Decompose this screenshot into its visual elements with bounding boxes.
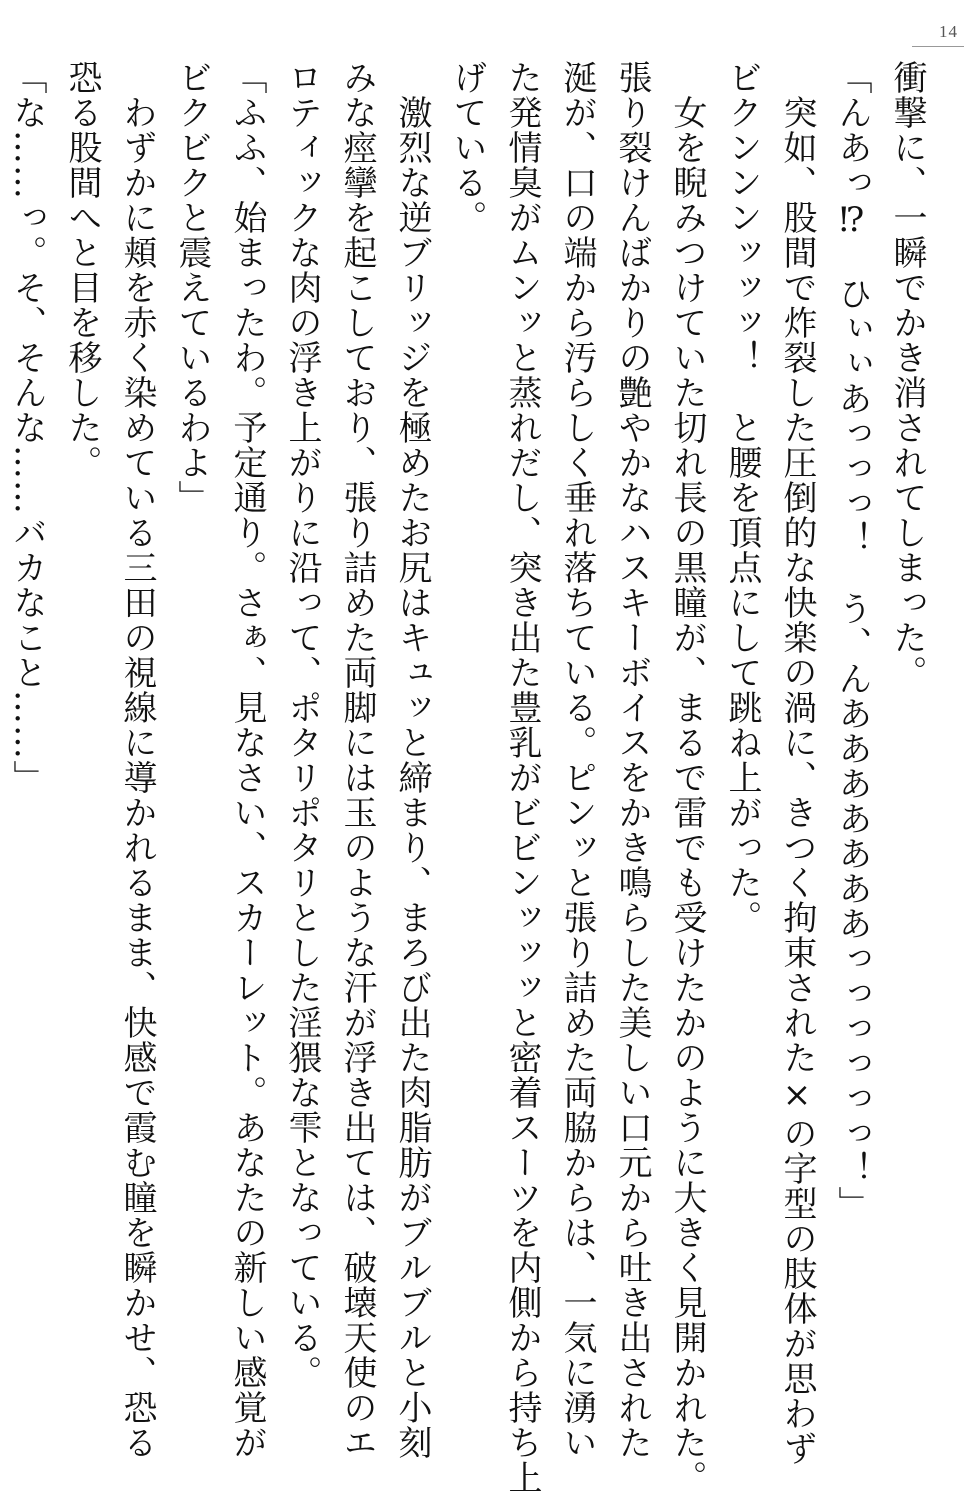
text-line: 女を睨みつけていた切れ長の黒瞳が、まるで雷でも受けたかのように大きく見開かれた。	[667, 60, 707, 1495]
text-line: 突如、股間で炸裂した圧倒的な快楽の渦に、きつく拘束された×の字型の肢体が思わず	[777, 60, 817, 1466]
text-line: た発情臭がムンッと蒸れだし、突き出た豊乳がビビンッッッと密着スーツを内側から持ち上	[502, 60, 542, 1495]
text-line: 「ふふ、始まったわ。予定通り。さぁ、見なさい、スカーレット。あなたの新しい感覚が	[227, 60, 267, 1460]
page-number-rule	[912, 46, 964, 47]
page-number: 14	[939, 22, 958, 41]
text-line: 「な……っ。そ、そんな……バカなこと……」	[7, 60, 47, 795]
text-line: 涎が、口の端から汚らしく垂れ落ちている。ピンッと張り詰めた両脇からは、一気に湧い	[557, 60, 597, 1460]
vertical-text-body	[7, 60, 934, 1495]
text-line: わずかに頬を赤く染めている三田の視線に導かれるまま、快感で霞む瞳を瞬かせ、恐る	[117, 60, 157, 1460]
text-line: 「んあっ⁉ ひぃぃあっっっ！ う、んあああああああっっっっっっ！」	[832, 60, 872, 1221]
text-line: 激烈な逆ブリッジを極めたお尻はキュッと締まり、まろび出た肉脂肪がブルブルと小刻	[392, 60, 432, 1460]
text-line: ビクビクと震えているわよ」	[172, 60, 212, 515]
text-line: みな痙攣を起こしており、張り詰めた両脚には玉のような汗が浮き出ては、破壊天使のエ	[337, 60, 377, 1460]
text-line: 張り裂けんばかりの艶やかなハスキーボイスをかき鳴らした美しい口元から吐き出された	[612, 60, 652, 1460]
text-line: げている。	[447, 60, 487, 235]
text-line: 衝撃に、一瞬でかき消されてしまった。	[887, 60, 927, 690]
text-line: ロティックな肉の浮き上がりに沿って、ポタリポタリとした淫猥な雫となっている。	[282, 60, 322, 1390]
text-line: 恐る股間へと目を移した。	[62, 60, 102, 480]
text-line: ビクンンンッッッ！ と腰を頂点にして跳ね上がった。	[722, 60, 762, 935]
